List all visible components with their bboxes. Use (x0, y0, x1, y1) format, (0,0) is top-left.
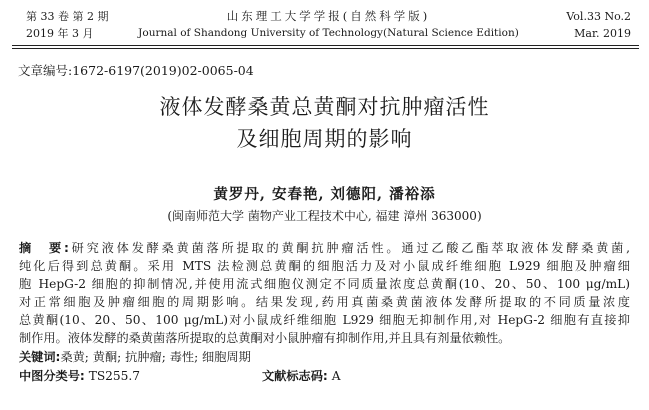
keywords-value: 桑黄; 黄酮; 抗肿瘤; 毒性; 细胞周期 (60, 350, 251, 364)
journal-name-en: Journal of Shandong University of Technology(Natural Science Edition) (138, 27, 519, 39)
keywords-row (19, 349, 251, 365)
volume-en: Vol.33 No.2 (566, 10, 631, 23)
abstract-line-6: 制作用。液体发酵的桑黄菌落所提取的总黄酮对小鼠肿瘤有抑制作用,并且具有剂量依赖性。 (19, 331, 511, 345)
keywords-label: 关键词: (19, 350, 61, 364)
authors: 黄罗丹, 安春艳, 刘德阳, 潘裕添 (213, 186, 436, 203)
date-cn: 2019 年 3 月 (26, 27, 94, 40)
abstract-text: 研究液体发酵桑黄菌落所提取的黄酮抗肿瘤活性。通过乙酸乙酯萃取液体发酵桑黄菌, (68, 241, 631, 255)
classification-value: TS255.7 (88, 369, 141, 383)
journal-name-cn: 山东理工大学学报(自然科学版) (226, 9, 431, 23)
doc-code-row (262, 368, 341, 384)
volume-cn: 第 33 卷 第 2 期 (26, 10, 109, 23)
title-line-1: 液体发酵桑黄总黄酮对抗肿瘤活性 (159, 95, 490, 119)
affiliation: (闽南师范大学 菌物产业工程技术中心, 福建 漳州 363000) (167, 209, 482, 223)
abstract-line-3: 胞 HepG-2 细胞的抑制情况,并使用流式细胞仪测定不同质量浓度总黄酮(10、20、50、100 μg/mL) (19, 277, 630, 291)
classification-row (19, 368, 140, 384)
doc-code-label: 文献标志码: (262, 369, 328, 383)
header-rule-top (12, 45, 639, 46)
article-number: 文章编号:1672-6197(2019)02-0065-04 (18, 63, 254, 78)
date-en: Mar. 2019 (574, 27, 631, 40)
abstract-line-2: 纯化后得到总黄酮。采用 MTS 法检测总黄酮的细胞活力及对小鼠成纤维细胞 L929 细胞及肿瘤细 (19, 259, 630, 273)
abstract-label: 摘 要: (19, 241, 69, 255)
header-rule-bottom (12, 48, 639, 49)
abstract-line-4: 对正常细胞及肿瘤细胞的周期影响。结果发现,药用真菌桑黄菌液体发酵所提取的不同质量浓度 (19, 295, 630, 309)
title-line-2: 及细胞周期的影响 (236, 127, 413, 151)
abstract-line-5: 总黄酮(10、20、50、100 μg/mL)对小鼠成纤维细胞 L929 细胞无抑制作用,对 HepG-2 细胞有直接抑 (19, 313, 630, 327)
abstract-line-1 (19, 240, 630, 256)
classification-label: 中图分类号: (19, 369, 85, 383)
doc-code-value: A (331, 369, 341, 383)
